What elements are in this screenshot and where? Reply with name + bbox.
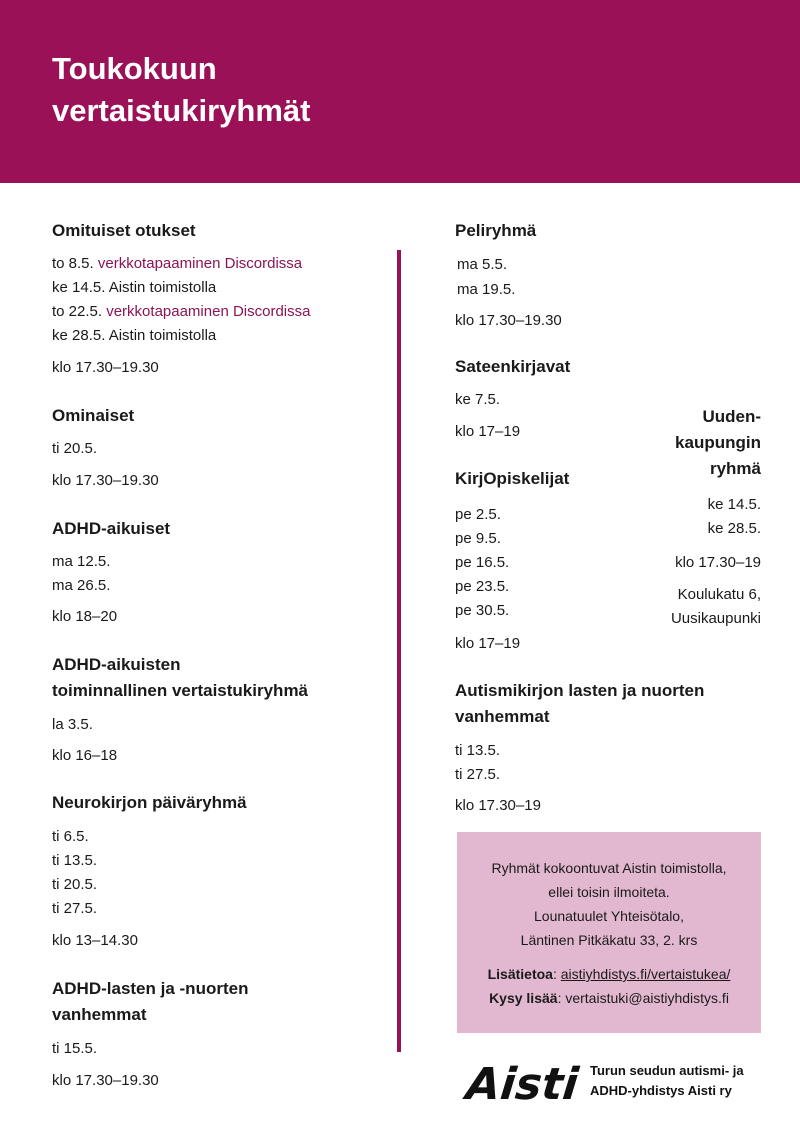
group-date: ti 27.5. (455, 766, 501, 783)
more-info-row: Lisätietoa: aistiyhdistys.fi/vertaistukea/ (487, 966, 731, 982)
group-heading: Ominaiset (52, 406, 135, 425)
group-heading: Uuden- (702, 407, 761, 426)
title-line-2: vertaistukiryhmät (52, 93, 311, 128)
group-date: pe 23.5. (455, 578, 510, 595)
schedule-row: ke 28.5. Aistin toimistolla (52, 327, 217, 344)
address-line: Uusikaupunki (670, 610, 761, 627)
date: to 22.5. (52, 303, 103, 320)
group-date: ti 20.5. (52, 876, 98, 893)
column-divider (397, 250, 401, 1052)
group-date: ti 20.5. (52, 440, 98, 457)
org-line-2: ADHD-yhdistys Aisti ry (590, 1083, 732, 1098)
group-date: ti 27.5. (52, 900, 98, 917)
group-date: ma 19.5. (457, 281, 516, 298)
group-heading: ryhmä (709, 459, 761, 478)
discord-link[interactable]: verkkotapaaminen Discordissa (106, 303, 311, 320)
date: to 8.5. (52, 255, 94, 272)
logo-wordmark: Aisti (463, 1059, 581, 1110)
address-line: Koulukatu 6, (677, 586, 761, 603)
aisti-logo (463, 1052, 581, 1110)
group-heading: vanhemmat (455, 707, 550, 726)
group-heading: ADHD-aikuisten (52, 655, 181, 674)
group-time: klo 16–18 (52, 747, 118, 764)
group-time: klo 17.30–19.30 (52, 359, 159, 376)
group-date: ma 12.5. (52, 553, 111, 570)
group-time: klo 17.30–19 (455, 797, 541, 814)
title-line-1: Toukokuun (52, 51, 217, 86)
group-time: klo 17–19 (455, 635, 521, 652)
group-heading: kaupungin (675, 433, 761, 452)
schedule-row (52, 303, 310, 320)
org-line-1: Turun seudun autismi- ja (590, 1063, 744, 1078)
group-date: pe 2.5. (455, 506, 501, 523)
group-time: klo 17.30–19 (675, 554, 761, 571)
group-date: pe 9.5. (455, 530, 501, 547)
more-info-link[interactable]: aistiyhdistys.fi/vertaistukea/ (560, 966, 731, 982)
group-date: ma 5.5. (457, 256, 508, 273)
page-title (52, 48, 310, 132)
group-date: ke 14.5. (707, 496, 761, 513)
contact-email[interactable]: vertaistuki@aistiyhdistys.fi (565, 990, 729, 1006)
group-date: la 3.5. (52, 716, 93, 733)
group-date: ti 6.5. (52, 828, 89, 845)
group-heading: Peliryhmä (455, 221, 537, 240)
schedule-row (52, 255, 302, 272)
contact-label: Kysy lisää (489, 990, 558, 1006)
schedule-row: ke 14.5. Aistin toimistolla (52, 279, 217, 296)
info-text: Lounatuulet Yhteisötalo, (534, 908, 684, 924)
aisti-logo-graphic (463, 1052, 581, 1110)
group-time: klo 17.30–19.30 (52, 472, 159, 489)
info-text: Läntinen Pitkäkatu 33, 2. krs (520, 932, 698, 948)
group-heading: Sateenkirjavat (455, 357, 571, 376)
info-box (457, 832, 761, 1033)
group-time: klo 17–19 (455, 423, 521, 440)
group-heading: KirjOpiskelijat (455, 469, 570, 488)
discord-link[interactable]: verkkotapaaminen Discordissa (97, 255, 303, 272)
group-date: ke 28.5. (707, 520, 761, 537)
group-time: klo 17.30–19.30 (455, 312, 562, 329)
group-heading: vanhemmat (52, 1005, 147, 1024)
group-date: ti 13.5. (52, 852, 98, 869)
contact-row: Kysy lisää: vertaistuki@aistiyhdistys.fi (489, 990, 729, 1006)
group-heading: ADHD-aikuiset (52, 519, 171, 538)
group-date: ti 15.5. (52, 1040, 98, 1057)
group-heading: Autismikirjon lasten ja nuorten (455, 681, 705, 700)
group-date: ma 26.5. (52, 577, 111, 594)
group-time: klo 17.30–19.30 (52, 1072, 159, 1089)
group-time: klo 13–14.30 (52, 932, 138, 949)
group-heading: Neurokirjon päiväryhmä (52, 793, 247, 812)
group-date: pe 30.5. (455, 602, 510, 619)
more-info-label: Lisätietoa (487, 966, 553, 982)
organization-name (590, 1061, 744, 1101)
group-date: ke 7.5. (455, 391, 501, 408)
group-heading: ADHD-lasten ja -nuorten (52, 979, 249, 998)
info-text: ellei toisin ilmoiteta. (548, 884, 670, 900)
info-text: Ryhmät kokoontuvat Aistin toimistolla, (491, 860, 727, 876)
group-heading: toiminnallinen vertaistukiryhmä (52, 681, 309, 700)
group-time: klo 18–20 (52, 608, 118, 625)
group-heading: Omituiset otukset (52, 221, 196, 240)
group-date: ti 13.5. (455, 742, 501, 759)
group-date: pe 16.5. (455, 554, 510, 571)
